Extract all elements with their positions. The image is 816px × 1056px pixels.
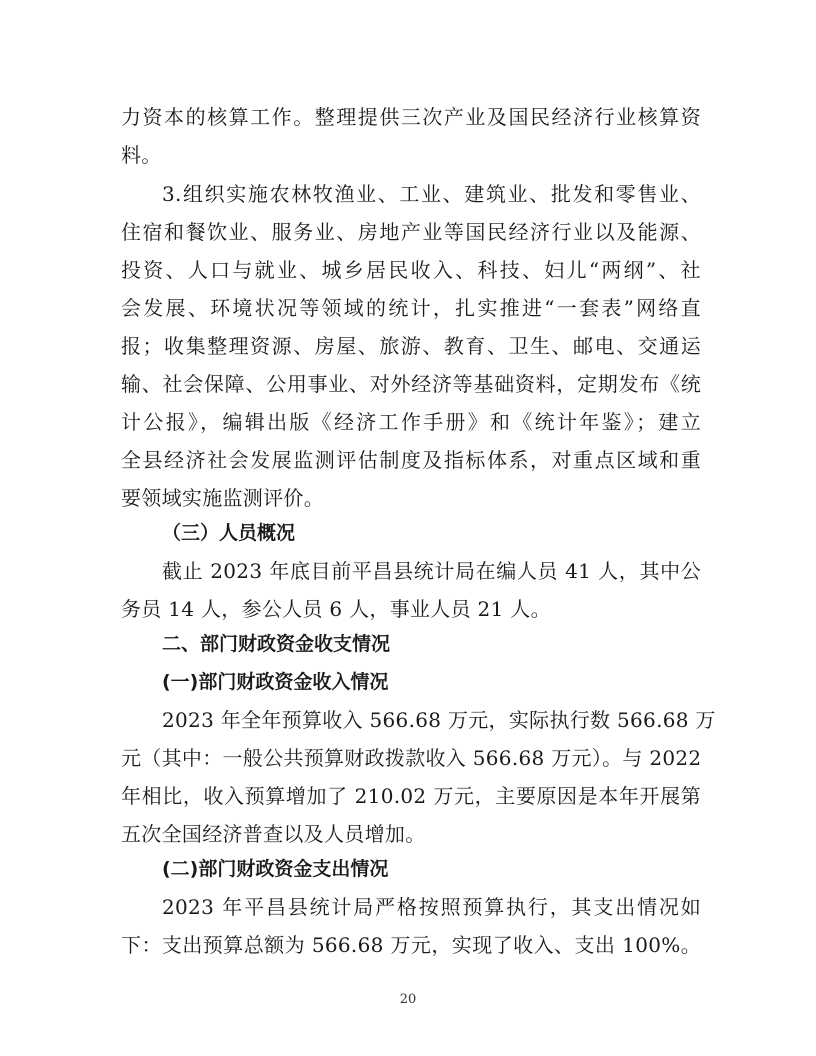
body-line: 投资、人口与就业、城乡居民收入、科技、妇儿“两纲”、社: [121, 258, 701, 282]
body-line: 输、社会保障、公用事业、对外经济等基础资料，定期发布《统: [121, 372, 701, 396]
body-line: 会发展、环境状况等领域的统计，扎实推进“一套表”网络直: [121, 296, 701, 320]
body-line: 元（其中：一般公共预算财政拨款收入 566.68 万元）。与 2022: [121, 746, 702, 770]
body-line: 力资本的核算工作。整理提供三次产业及国民经济行业核算资: [121, 105, 701, 129]
body-line: 3.组织实施农林牧渔业、工业、建筑业、批发和零售业、: [162, 182, 701, 206]
body-line: 五次全国经济普查以及人员增加。: [121, 822, 426, 846]
body-line: 全县经济社会发展监测评估制度及指标体系，对重点区域和重: [121, 448, 701, 472]
subsection-heading: (一)部门财政资金收入情况: [162, 671, 389, 693]
body-line: 截止 2023 年底目前平昌县统计局在编人员 41 人，其中公: [162, 559, 701, 583]
body-line: 2023 年全年预算收入 566.68 万元，实际执行数 566.68 万: [162, 708, 716, 732]
body-line: 计公报》，编辑出版《经济工作手册》和《统计年鉴》；建立: [121, 410, 701, 434]
body-line: 要领域实施监测评价。: [121, 486, 324, 510]
body-line: 报；收集整理资源、房屋、旅游、教育、卫生、邮电、交通运: [121, 334, 701, 358]
page-number: 20: [399, 992, 417, 1007]
subsection-heading: (二)部门财政资金支出情况: [162, 858, 389, 880]
section-heading: （三）人员概况: [162, 522, 296, 544]
section-heading: 二、部门财政资金收支情况: [162, 633, 391, 655]
body-line: 下：支出预算总额为 566.68 万元，实现了收入、支出 100%。: [121, 933, 701, 957]
body-line: 年相比，收入预算增加了 210.02 万元，主要原因是本年开展第: [121, 784, 701, 808]
body-line: 料。: [121, 143, 162, 167]
body-line: 住宿和餐饮业、服务业、房地产业等国民经济行业以及能源、: [121, 220, 701, 244]
body-line: 务员 14 人，参公人员 6 人，事业人员 21 人。: [121, 597, 551, 621]
body-line: 2023 年平昌县统计局严格按照预算执行，其支出情况如: [162, 895, 701, 919]
